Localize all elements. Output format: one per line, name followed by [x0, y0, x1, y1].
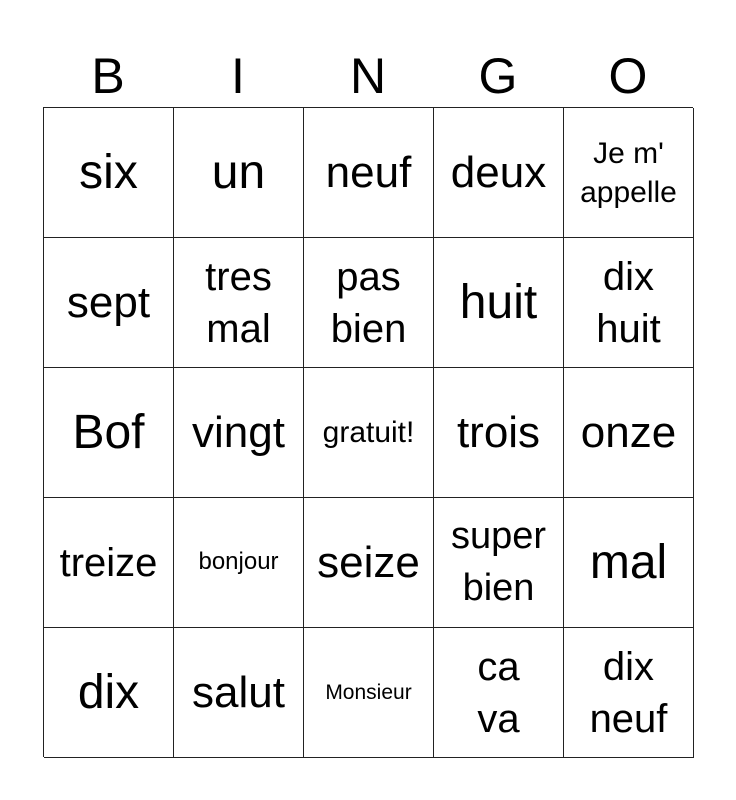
bingo-cell[interactable] [44, 108, 174, 238]
bingo-cell[interactable] [174, 108, 304, 238]
cell-text: dix neuf [589, 644, 668, 741]
cell-text: dix [77, 665, 140, 719]
bingo-cell[interactable] [434, 368, 564, 498]
cell-text: trois [456, 408, 541, 457]
bingo-cell[interactable] [434, 628, 564, 758]
cell-text: Monsieur [325, 680, 412, 704]
cell-text: tres mal [205, 254, 272, 351]
cell-text: seize [317, 538, 420, 587]
cell-text: mal [589, 535, 668, 589]
cell-text: deux [450, 148, 547, 197]
bingo-cell[interactable] [174, 368, 304, 498]
cell-text: six [79, 145, 138, 199]
cell-text: salut [192, 668, 285, 717]
cell-text: neuf [325, 148, 412, 197]
bingo-cell[interactable] [434, 498, 564, 628]
cell-text: sept [66, 278, 151, 327]
bingo-card-grid [43, 107, 693, 757]
bingo-cell[interactable] [434, 238, 564, 368]
bingo-cell[interactable] [174, 628, 304, 758]
header-letter-n: N [349, 48, 387, 104]
cell-text: treize [59, 540, 158, 585]
bingo-cell[interactable] [44, 368, 174, 498]
cell-text: un [211, 145, 266, 199]
cell-text: bonjour [198, 548, 279, 576]
cell-text: huit [459, 275, 538, 329]
bingo-cell[interactable] [174, 498, 304, 628]
cell-text: onze [580, 408, 677, 457]
header-letter-b: B [91, 48, 125, 104]
bingo-cell[interactable] [304, 238, 434, 368]
bingo-header [43, 44, 693, 108]
cell-text: dix huit [596, 254, 661, 351]
cell-text: pas bien [330, 254, 407, 351]
bingo-cell[interactable] [44, 498, 174, 628]
bingo-cell[interactable] [564, 368, 694, 498]
bingo-cell[interactable] [564, 108, 694, 238]
bingo-cell[interactable] [304, 498, 434, 628]
cell-text: vingt [192, 408, 285, 457]
bingo-cell[interactable] [304, 108, 434, 238]
bingo-cell[interactable] [434, 108, 564, 238]
bingo-cell[interactable] [44, 238, 174, 368]
cell-text: super bien [450, 515, 547, 609]
bingo-cell[interactable] [304, 628, 434, 758]
bingo-cell[interactable] [564, 628, 694, 758]
cell-text: ca va [477, 644, 520, 741]
cell-text: Bof [72, 405, 145, 459]
bingo-cell[interactable] [174, 238, 304, 368]
header-letter-o: O [608, 48, 648, 104]
bingo-cell[interactable] [564, 238, 694, 368]
header-letter-g: G [478, 48, 518, 104]
free-space-cell[interactable] [304, 368, 434, 498]
header-letter-i: I [231, 48, 245, 104]
cell-text: Je m' appelle [580, 136, 677, 209]
bingo-cell[interactable] [44, 628, 174, 758]
cell-text: gratuit! [322, 415, 415, 449]
bingo-cell[interactable] [564, 498, 694, 628]
